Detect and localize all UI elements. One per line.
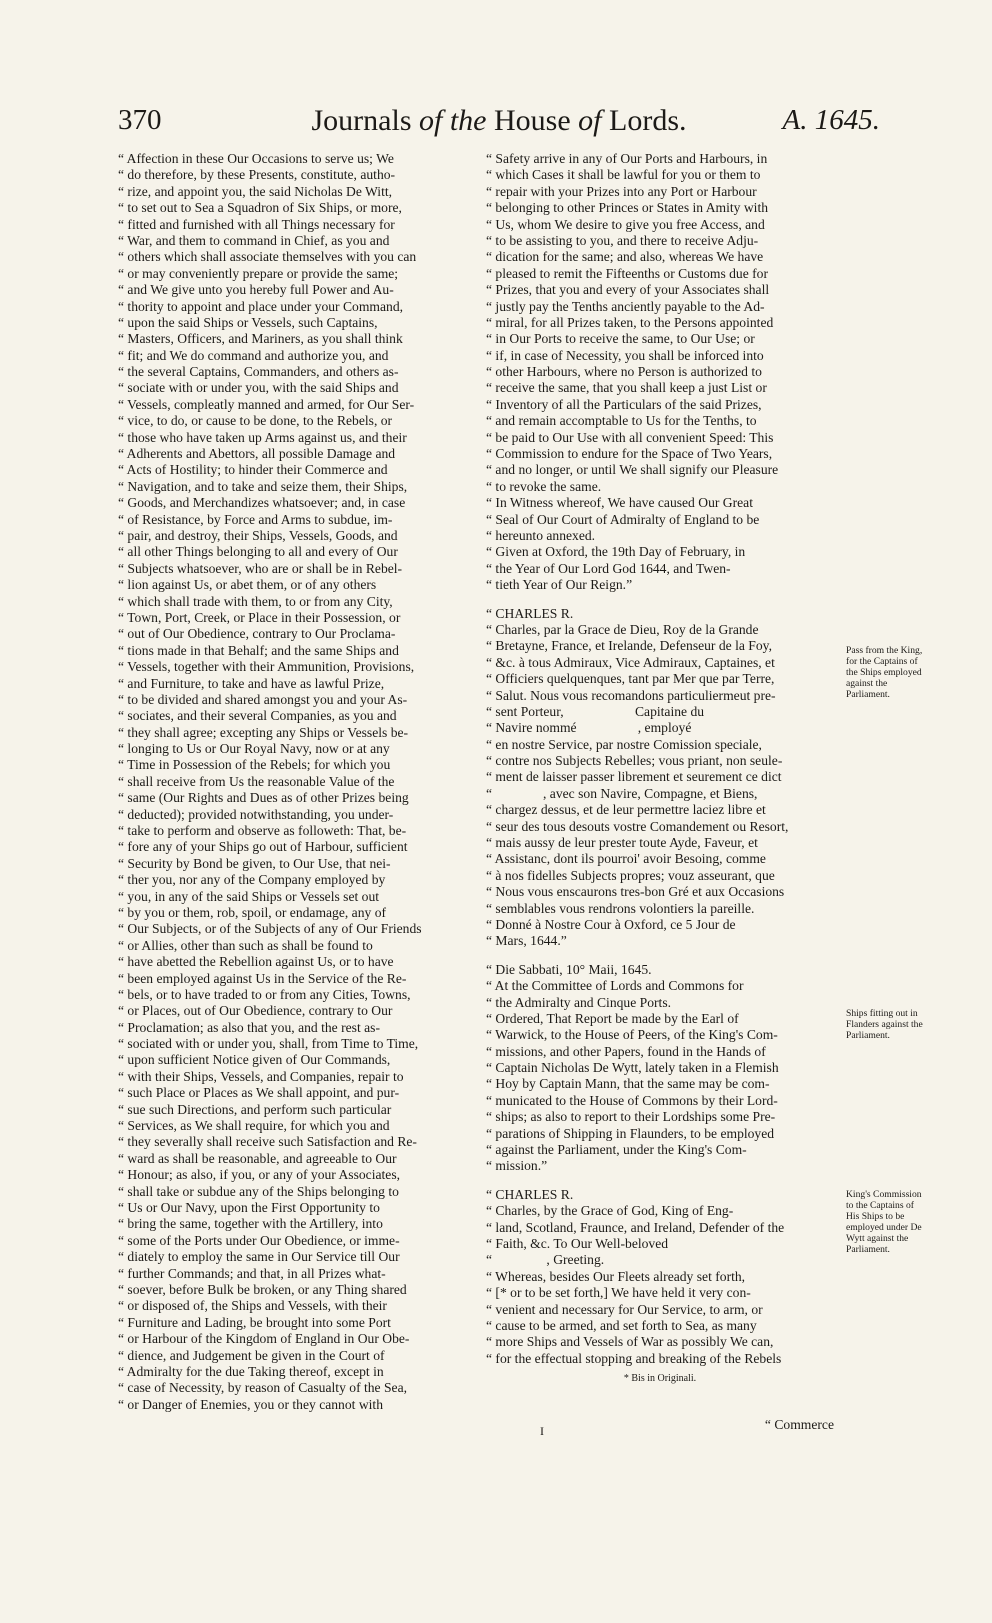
right-column-line: “ semblables vous rendrons volontiers la pareille. [486,900,755,916]
right-column-line: “ seur des tous desouts vostre Comandement ou Resort, [486,818,789,834]
right-column [486,151,834,1388]
left-column-line: “ case of Necessity, by reason of Casualty of the Sea, [118,1380,408,1396]
right-column-line: “ the Admiralty and Cinque Ports. [486,994,672,1010]
left-column-line: “ War, and them to command in Chief, as you and [118,232,390,248]
left-column-line: “ they severally shall receive such Satisfaction and Re- [118,1134,417,1150]
title-part-of-the: of the [419,104,487,137]
right-column-line: “ Prizes, that you and every of your Associates shall [486,282,770,298]
left-column-line: “ or Allies, other than such as shall be found to [118,937,373,953]
right-column-line: “ At the Committee of Lords and Commons for [486,978,744,994]
french-pass [486,606,834,950]
left-column-line: “ Masters, Officers, and Mariners, as you shall think [118,331,403,347]
left-column-line: “ upon the said Ships or Vessels, such Captains, [118,314,378,330]
left-column-line: “ which shall trade with them, to or from any City, [118,593,393,609]
right-column-line: “ CHARLES R. [486,605,574,621]
left-column-line: “ have abetted the Rebellion against Us, or to have [118,954,394,970]
right-column-line: “ Hoy by Captain Mann, that the same may be com- [486,1076,770,1092]
left-column-line: “ vice, to do, or cause to be done, to the Rebels, or [118,413,393,429]
left-column-line: “ Subjects whatsoever, who are or shall be in Rebel- [118,560,403,576]
right-column-line: “ belonging to other Princes or States in Amity with [486,200,769,216]
right-column-line: “ Charles, by the Grace of God, King of Eng- [486,1203,734,1219]
left-column-line: “ fit; and We do command and authorize you, and [118,347,389,363]
left-column-line: “ Proclamation; as also that you, and the rest as- [118,1019,380,1035]
left-column-line: “ by you or them, rob, spoil, or endamage, any of [118,904,387,920]
right-column-line: “ more Ships and Vessels of War as possibly We can, [486,1334,774,1350]
left-column-line: “ further Commands; and that, in all Prizes what- [118,1265,386,1281]
right-column-line: “ Faith, &c. To Our Well-beloved [486,1236,669,1251]
left-column-line: “ fore any of your Ships go out of Harbour, sufficient [118,839,408,855]
left-column-line: “ sociate with or under you, with the said Ships and [118,380,399,396]
right-column-line: “ tieth Year of Our Reign.” [486,577,633,593]
left-column-line: “ Our Subjects, or of the Subjects of any of Our Friends [118,921,422,937]
title-part-of: of [578,104,602,137]
commission-continuation [486,151,834,594]
left-column-line: “ and Furniture, to take and have as lawful Prize, [118,675,385,691]
title-part-lords: Lords. [601,104,687,137]
right-column-line: “ [* or to be set forth,] We have held it very con- [486,1285,751,1301]
right-column-line: “ chargez dessus, et de leur permettre laciez libre et [486,802,766,818]
right-column-line: “ en nostre Service, par nostre Comission speciale, [486,736,762,752]
left-column-line: “ Security by Bond be given, to Our Use, that nei- [118,855,391,871]
right-column-line: “ pleased to remit the Fifteenths or Customs due for [486,265,769,281]
right-column-line: “ Us, whom We desire to give you free Access, and [486,216,765,232]
right-column-line: “ &c. à tous Admiraux, Vice Admiraux, Captaines, et [486,654,775,670]
page-header [118,104,880,144]
left-column-line: “ fitted and furnished with all Things necessary for [118,216,395,232]
left-column-line: “ or disposed of, the Ships and Vessels, with their [118,1298,387,1314]
left-column-line: “ of Resistance, by Force and Arms to subdue, im- [118,511,393,527]
right-column-line: “ missions, and other Papers, found in the Hands of [486,1043,766,1059]
left-column-line: “ tions made in that Behalf; and the same Ships and [118,642,399,658]
left-column-line: “ Town, Port, Creek, or Place in their Possession, or [118,609,401,625]
right-column-line: “ Bretayne, France, et Irelande, Defenseur de la Foy, [486,638,772,654]
left-column-line: “ with their Ships, Vessels, and Companies, repair to [118,1068,404,1084]
left-column-line: “ those who have taken up Arms against us, and their [118,429,407,445]
title-part-journals: Journals [311,104,419,137]
margin-note-ships-flanders: Ships fitting out in Flanders against the Parliament. [846,1008,923,1041]
page-year: A. 1645. [782,104,880,136]
left-column-line: “ lion against Us, or abet them, or of any others [118,577,377,593]
right-column-line: “ in Our Ports to receive the same, to Our Use; or [486,331,755,347]
left-column-line: “ others which shall associate themselves with you can [118,249,417,265]
left-column-line: “ Admiralty for the due Taking thereof, except in [118,1363,384,1379]
right-column-line: “ municated to the House of Commons by their Lord- [486,1092,778,1108]
right-column-line: “ dication for the same; and also, whereas We have [486,249,764,265]
right-column-line: “ Officiers quelquenques, tant par Mer que par Terre, [486,671,775,687]
left-column-line: “ do therefore, by these Presents, constitute, autho- [118,167,396,183]
left-column-line: “ sociates, and their several Companies, as you and [118,708,397,724]
left-column-line: “ ther you, nor any of the Company employed by [118,872,386,888]
left-column-line: “ take to perform and observe as followeth: That, be- [118,823,407,839]
left-column-line: “ and We give unto you hereby full Power and Au- [118,282,394,298]
right-column-line: “ mais aussy de leur prester toute Ayde, Faveur, et [486,835,758,851]
left-column-line: “ pair, and destroy, their Ships, Vessels, Goods, and [118,527,398,543]
right-column-line: “ , Greeting. [486,1252,605,1268]
right-column-line: “ Salut. Nous vous recomandons particuliermeut pre- [486,687,776,703]
right-column-line: “ venient and necessary for Our Service, to arm, or [486,1301,763,1317]
right-column-line: “ parations of Shipping in Flaunders, to be employed [486,1125,775,1141]
right-column-line: “ Inventory of all the Particulars of the said Prizes, [486,396,762,412]
right-column-line: “ Charles, par la Grace de Dieu, Roy de la Grande [486,621,759,637]
left-column-line: “ longing to Us or Our Royal Navy, now or at any [118,741,390,757]
left-column-line: “ deducted); provided notwithstanding, you under- [118,806,394,822]
left-column-line: “ to be divided and shared amongst you and your As- [118,691,408,707]
left-column-line: “ to set out to Sea a Squadron of Six Ships, or more, [118,200,402,216]
right-column-line: “ mission.” [486,1158,548,1174]
right-column-line: “ for the effectual stopping and breaking of the Rebels [486,1350,782,1366]
left-column-line: “ bring the same, together with the Artillery, into [118,1216,383,1232]
left-column-line: “ ward as shall be reasonable, and agreeable to Our [118,1150,397,1166]
right-column-line: “ Captain Nicholas De Wytt, lately taken in a Flemish [486,1060,779,1076]
right-column-line: “ Assistanc, dont ils pourroi' avoir Besoing, comme [486,851,766,867]
right-column-line: “ , avec son Navire, Compagne, et Biens, [486,785,758,801]
right-column-line: “ Die Sabbati, 10° Maii, 1645. [486,961,652,977]
left-column-line: “ Time in Possession of the Rebels; for which you [118,757,391,773]
right-column-line: “ repair with your Prizes into any Port or Harbour [486,183,757,199]
left-column-line: “ such Place or Places as We shall appoint, and pur- [118,1085,400,1101]
left-column-line: “ upon sufficient Notice given of Our Commands, [118,1052,391,1068]
right-column-line: “ receive the same, that you shall keep a just List or [486,380,767,396]
right-column-line: “ the Year of Our Lord God 1644, and Twen- [486,560,731,576]
right-column-line: “ Ordered, That Report be made by the Earl of [486,1010,739,1026]
left-column-line: “ Affection in these Our Occasions to serve us; We [118,151,394,166]
kings-commission [486,1187,834,1367]
footnote: * Bis in Originali. [623,1373,697,1385]
right-column-line: “ be paid to Our Use with all convenient Speed: This [486,429,774,445]
left-column-line: “ or Danger of Enemies, you or they cannot with [118,1396,383,1412]
right-column-line: “ if, in case of Necessity, you shall be inforced into [486,347,764,363]
left-column-line: “ they shall agree; excepting any Ships or Vessels be- [118,724,409,740]
left-column-line: “ Us or Our Navy, upon the First Opportunity to [118,1200,380,1215]
margin-note-kings-commission: King's Commission to the Captains of His Ships to be employed under De Wytt against the Parliament. [846,1189,922,1255]
right-column-line: “ sent Porteur, Capitaine du [486,703,705,719]
left-column-line: “ sue such Directions, and perform such particular [118,1101,392,1117]
signature-mark: I [540,1424,544,1438]
right-column-line: “ Seal of Our Court of Admiralty of England to be [486,511,760,527]
left-column-line: “ Vessels, compleatly manned and armed, for Our Ser- [118,396,415,412]
left-column-line: “ bels, or to have traded to or from any Cities, Towns, [118,986,411,1002]
left-column-line: “ Goods, and Merchandizes whatsoever; and, in case [118,495,406,511]
left-column-line: “ out of Our Obedience, contrary to Our Proclama- [118,626,396,642]
right-column-line: “ other Harbours, where no Person is authorized to [486,364,762,380]
right-column-line: “ hereunto annexed. [486,527,596,543]
committee-order [486,962,834,1175]
left-column-line: “ thority to appoint and place under your Command, [118,298,404,314]
right-column-line: “ cause to be armed, and set forth to Sea, as many [486,1317,757,1333]
left-column-line: “ dience, and Judgement be given in the Court of [118,1347,385,1363]
left-column-line: “ Services, as We shall require, for which you and [118,1118,390,1134]
right-column-line: “ Safety arrive in any of Our Ports and Harbours, in [486,151,768,166]
left-column-line: “ Honour; as also, if you, or any of your Associates, [118,1167,401,1183]
left-column-line: “ rize, and appoint you, the said Nicholas De Witt, [118,183,393,199]
right-column-line: “ Commission to endure for the Space of Two Years, [486,446,773,462]
left-column-line: “ sociated with or under you, shall, from Time to Time, [118,1036,419,1052]
left-column-line: “ or Harbour of the Kingdom of England in Our Obe- [118,1331,410,1347]
right-column-line: “ and no longer, or until We shall signify our Pleasure [486,462,779,478]
right-column-line: “ Mars, 1644.” [486,933,567,949]
catchword: “ Commerce [764,1417,834,1432]
right-column-line: “ Warwick, to the House of Peers, of the King's Com- [486,1027,778,1043]
right-column-line: “ Given at Oxford, the 19th Day of February, in [486,544,746,560]
left-column-line: “ or Places, out of Our Obedience, contrary to Our [118,1003,393,1019]
right-column-line: “ In Witness whereof, We have caused Our Great [486,495,753,511]
running-title [118,104,880,138]
right-column-line: “ and remain accomptable to Us for the Tenths, to [486,413,757,429]
right-column-line: “ à nos fidelles Subjects propres; vouz asseurant, que [486,867,775,883]
left-column-line: “ same (Our Rights and Dues as of other Prizes being [118,790,409,806]
left-column-line: “ Adherents and Abettors, all possible Damage and [118,446,396,462]
right-column-line: “ to revoke the same. [486,478,602,494]
title-part-house: House [486,104,579,137]
left-column-line: “ Acts of Hostility; to hinder their Commerce and [118,462,388,478]
left-column-line: “ shall receive from Us the reasonable Value of the [118,773,395,789]
right-column-line: “ miral, for all Prizes taken, to the Persons appointed [486,314,774,330]
right-column-line: “ ships; as also to report to their Lordships some Pre- [486,1109,776,1125]
left-column-line: “ Vessels, together with their Ammunition, Provisions, [118,659,415,675]
left-column-line: “ the several Captains, Commanders, and others as- [118,364,399,380]
left-column-line: “ you, in any of the said Ships or Vessels set out [118,888,380,904]
left-column-line: “ diately to employ the same in Our Service till Our [118,1249,400,1265]
right-column-line: “ Whereas, besides Our Fleets already set forth, [486,1268,746,1284]
left-column-line: “ Navigation, and to take and seize them, their Ships, [118,478,408,494]
left-column-line: “ soever, before Bulk be broken, or any Thing shared [118,1281,407,1297]
right-column-line: “ against the Parliament, under the King's Com- [486,1142,747,1158]
margin-note-pass: Pass from the King, for the Captains of the Ships employed against the Parliament. [846,645,923,700]
right-column-line: “ justly pay the Tenths anciently payable to the Ad- [486,298,765,314]
page-number: 370 [118,104,162,136]
left-column-line: “ all other Things belonging to all and every of Our [118,544,398,560]
right-column-line: “ land, Scotland, Fraunce, and Ireland, Defender of the [486,1219,785,1235]
right-column-line: “ to be assisting to you, and there to receive Adju- [486,232,759,248]
right-column-line: “ Nous vous enscaurons tres-bon Gré et aux Occasions [486,884,785,900]
right-column-line: “ contre nos Subjects Rebelles; vous priant, non seule- [486,753,783,769]
right-column-line: “ Navire nommé , employé [486,720,692,736]
right-column-line: “ CHARLES R. [486,1186,574,1202]
left-column-line: “ or may conveniently prepare or provide the same; [118,265,399,281]
left-column [118,151,480,1413]
left-column-line: “ been employed against Us in the Service of the Re- [118,970,407,986]
left-column-line: “ Furniture and Lading, be brought into some Port [118,1314,391,1330]
right-column-line: “ ment de laisser passer librement et seurement ce dict [486,769,782,785]
left-column-line: “ some of the Ports under Our Obedience, or imme- [118,1232,400,1248]
right-column-line: “ Donné à Nostre Cour à Oxford, ce 5 Jour de [486,916,736,932]
left-column-line: “ shall take or subdue any of the Ships belonging to [118,1183,399,1199]
right-column-line: “ which Cases it shall be lawful for you or them to [486,167,761,183]
